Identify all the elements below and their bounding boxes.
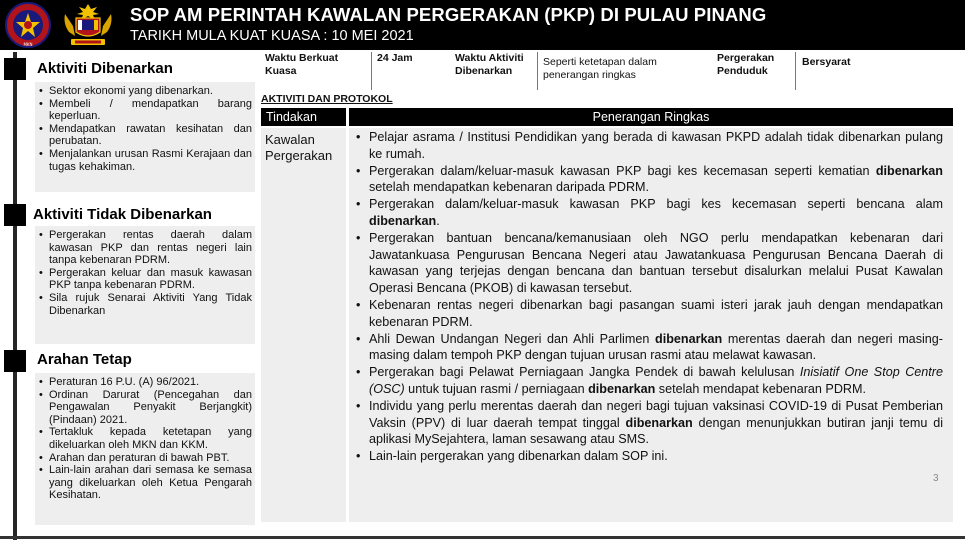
info-divider: [537, 52, 538, 90]
list-item: • Pergerakan keluar dan masuk kawasan PKP tanpa kebenaran PDRM.: [38, 267, 252, 292]
list-item: • Arahan dan peraturan di bawah PBT.: [38, 452, 252, 465]
mkn-seal-text: MKN: [23, 42, 33, 47]
table-section-heading: AKTIVITI DAN PROTOKOL: [261, 93, 393, 105]
table-cell-description: [349, 128, 953, 522]
page-title: SOP AM PERINTAH KAWALAN PERGERAKAN (PKP) DI PULAU PINANG: [130, 4, 767, 25]
table-header-tindakan: Tindakan: [261, 108, 346, 126]
coat-of-arms-icon: [57, 2, 119, 48]
info-divider: [795, 52, 796, 90]
description-bullet: • Pergerakan bantuan bencana/kemanusiaan oleh NGO perlu mendapatkan kebenaran dari Jawatankuasa Pengurusan Bencana Negeri atau Jawatankuasa Pengurusan Bencana Daerah di kawasan yang terjejas dengan bencana dan bantuan tersebut disalurkan melalui Pusat Kawalan Operasi Bencana (PKOB) di kawasan tersebut.: [353, 230, 943, 297]
section-box-tidak-dibenarkan: [35, 226, 255, 344]
list-item: • Peraturan 16 P.U. (A) 96/2021.: [38, 376, 252, 389]
info-divider: [371, 52, 372, 90]
info-value-pergerakan: Bersyarat: [802, 56, 851, 68]
list-item: • Membeli / mendapatkan barang keperluan.: [38, 98, 252, 123]
list-item: • Tertakluk kepada ketetapan yang dikeluarkan oleh MKN dan KKM.: [38, 426, 252, 451]
section-title-dibenarkan: Aktiviti Dibenarkan: [37, 60, 173, 77]
description-bullet: • Kebenaran rentas negeri dibenarkan bagi pasangan suami isteri jarak jauh dengan mendapatkan kebenaran PDRM.: [353, 297, 943, 331]
section-title-tidak-dibenarkan: Aktiviti Tidak Dibenarkan: [33, 206, 212, 223]
description-bullet: • Ahli Dewan Undangan Negeri dan Ahli Parlimen dibenarkan merentas daerah dan negeri masing-masing dalam tempoh PKP dengan tujuan urusan rasmi atau melawat kawasan.: [353, 331, 943, 365]
section-marker-arahan-tetap: [4, 350, 26, 372]
list-item: • Ordinan Darurat (Pencegahan dan Pengawalan Penyakit Berjangkit) (Pindaan) 2021.: [38, 389, 252, 427]
description-bullet: • Lain-lain pergerakan yang dibenarkan dalam SOP ini.: [353, 448, 943, 465]
description-bullet: • Pelajar asrama / Institusi Pendidikan yang berada di kawasan PKPD adalah tidak dibenarkan pulang ke rumah.: [353, 129, 943, 163]
page-number: 3: [933, 473, 939, 484]
page-subtitle: TARIKH MULA KUAT KUASA : 10 MEI 2021: [130, 28, 414, 44]
info-label-waktu-aktiviti: Waktu Aktiviti Dibenarkan: [455, 52, 524, 77]
list-item: • Sila rujuk Senarai Aktiviti Yang Tidak Dibenarkan: [38, 292, 252, 317]
timeline-line: [13, 52, 17, 540]
info-label-pergerakan: Pergerakan Penduduk: [717, 52, 775, 77]
table-cell-action: Kawalan Pergerakan: [261, 128, 346, 522]
list-item: • Menjalankan urusan Rasmi Kerajaan dan tugas kehakiman.: [38, 148, 252, 173]
header-bar: [0, 0, 965, 50]
section-marker-dibenarkan: [4, 58, 26, 80]
mkn-seal-icon: [4, 2, 52, 48]
list-item: • Lain-lain arahan dari semasa ke semasa yang dikeluarkan oleh Ketua Pengarah Kesihatan.: [38, 464, 252, 502]
description-bullet: • Pergerakan bagi Pelawat Perniagaan Jangka Pendek di bawah kelulusan Inisiatif One Stop Centre (OSC) untuk tujuan rasmi / perniagaan dibenarkan setelah mendapat kebenaran PDRM.: [353, 364, 943, 398]
section-box-arahan-tetap: [35, 373, 255, 525]
bottom-border: [0, 536, 965, 539]
section-title-arahan-tetap: Arahan Tetap: [37, 351, 132, 368]
info-label-waktu-berkuat-kuasa: Waktu Berkuat Kuasa: [265, 52, 339, 77]
info-value-waktu-aktiviti: Seperti ketetapan dalam penerangan ringkas: [543, 56, 657, 81]
section-marker-tidak-dibenarkan: [4, 204, 26, 226]
list-item: • Sektor ekonomi yang dibenarkan.: [38, 85, 252, 98]
description-bullet: • Pergerakan dalam/keluar-masuk kawasan PKP bagi kes kecemasan seperti kematian dibenarkan setelah mendapatkan kebenaran daripada PDRM.: [353, 163, 943, 197]
description-bullet: • Individu yang perlu merentas daerah dan negeri bagi tujuan vaksinasi COVID-19 di Pusat Pemberian Vaksin (PPV) di luar daerah tempat tinggal dibenarkan dengan menunjukkan butiran janji temu di aplikasi MySejahtera, laman sesawang atau SMS.: [353, 398, 943, 448]
description-bullet: • Pergerakan dalam/keluar-masuk kawasan PKP bagi kes kecemasan seperti bencana alam dibenarkan.: [353, 196, 943, 230]
list-item: • Mendapatkan rawatan kesihatan dan perubatan.: [38, 123, 252, 148]
section-box-dibenarkan: [35, 82, 255, 192]
info-value-waktu-berkuat-kuasa: 24 Jam: [377, 52, 413, 64]
table-header-penerangan: Penerangan Ringkas: [349, 108, 953, 126]
list-item: • Pergerakan rentas daerah dalam kawasan PKP dan rentas negeri lain tanpa kebenaran PDRM.: [38, 229, 252, 267]
